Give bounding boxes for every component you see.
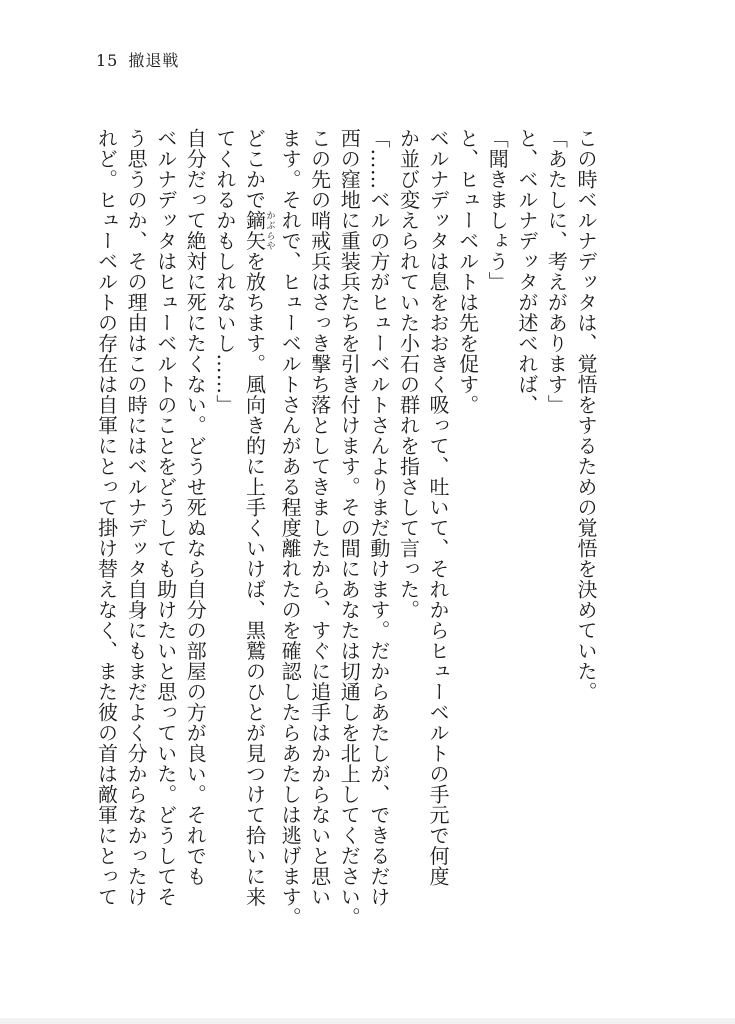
text-line: この先の哨戒兵はさっき撃ち落としてきましたから、すぐに追手はかからないと思い	[307, 128, 332, 907]
text-line: てくれるかもしれないし……」	[212, 128, 237, 415]
text-line: 「……ベルの方がヒューベルトさんよりまだ動けます。だからあたしが、できるだけ	[366, 128, 391, 907]
text-line: ベルナデッタはヒューベルトのことをどうしても助けたいと思っていた。どうしてそ	[153, 128, 178, 907]
text-line: ます。それで、ヒューベルトさんがある程度離れたのを確認したらあたしは逃げます。	[278, 128, 303, 928]
text-line: 自分だって絶対に死にたくない。どうせ死ぬなら自分の部屋の方が良い。それでも	[183, 128, 208, 887]
page-bottom-edge	[0, 1018, 735, 1024]
text-line: 西の窪地に重装兵たちを引き付けます。その間にあなたは切通しを北上してください。	[337, 128, 362, 928]
ruby-text: かぶらや	[264, 210, 275, 251]
text-line-with-ruby	[239, 128, 275, 948]
text-line: 「聞きましょう」	[485, 128, 510, 292]
ruby-base: 鏑矢	[242, 210, 267, 251]
chapter-title: 撤退戦	[128, 51, 180, 70]
text-segment: を放ちます。風向き的に上手くいけば、黒鷲のひとが見つけて拾いに来	[242, 251, 267, 907]
running-header	[96, 48, 179, 71]
text-line: う思うのか、その理由はこの時にはベルナデッタ自身にもまだよく分からなかったけ	[124, 128, 149, 907]
text-line: と、ベルナデッタが述べれば、	[514, 128, 539, 415]
text-line: か並び変えられていた小石の群れを指さして言った。	[396, 128, 421, 620]
page-number: 15	[96, 51, 119, 70]
vertical-body-text	[94, 128, 600, 948]
text-line: と、ヒューベルトは先を促す。	[455, 128, 480, 415]
text-segment: どこかで	[242, 128, 267, 210]
text-line: この時ベルナデッタは、覚悟をするための覚悟を決めていた。	[574, 128, 598, 702]
text-line: ベルナデッタは息をおおきく吸って、吐いて、それからヒューベルトの手元で何度	[426, 128, 451, 887]
text-line: れど。ヒューベルトの存在は自軍にとって掛け替えなく、また彼の首は敵軍にとって	[94, 128, 119, 907]
ruby-annotation	[242, 210, 275, 251]
text-line: 「あたしに、考えがあります」	[544, 128, 569, 415]
